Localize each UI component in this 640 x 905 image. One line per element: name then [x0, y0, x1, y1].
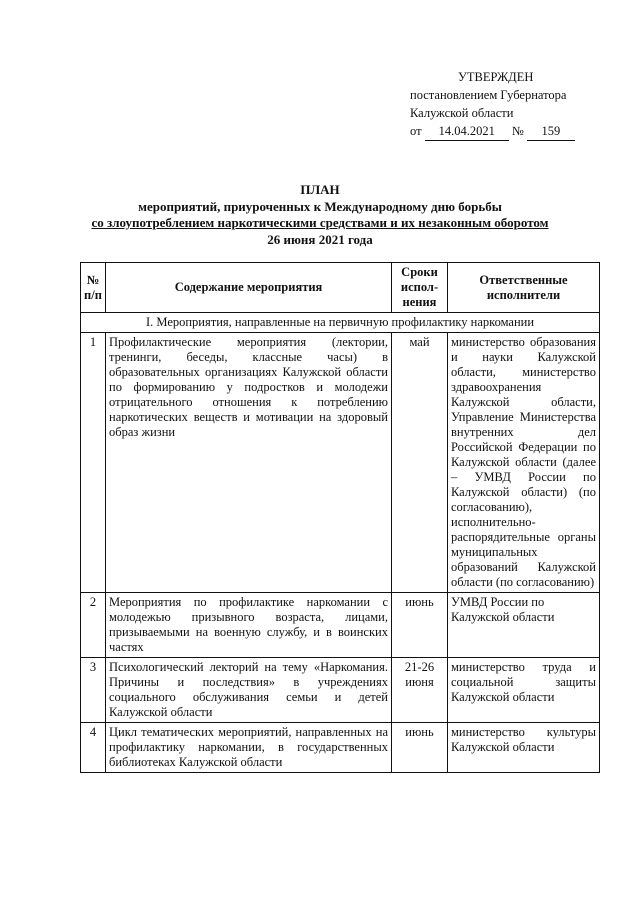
title-line-2: мероприятий, приуроченных к Международному дню борьбы	[138, 198, 502, 214]
section-row	[81, 313, 600, 333]
table-row	[81, 333, 600, 593]
header-num: № п/п	[81, 263, 106, 313]
table-header-row	[81, 263, 600, 313]
title-line-3: со злоупотреблением наркотическими средствами и их незаконным оборотом	[91, 215, 549, 230]
table-row	[81, 723, 600, 773]
approval-num-label: №	[511, 124, 524, 138]
document-title	[60, 182, 580, 248]
row-term: 21-26 июня	[392, 658, 448, 723]
row-executors: министерство труда и социальной защиты Калужской области	[448, 658, 600, 723]
row-term: июнь	[392, 593, 448, 658]
title-plan: ПЛАН	[300, 182, 340, 197]
header-content: Содержание мероприятия	[106, 263, 392, 313]
title-line-4: 26 июня 2021 года	[267, 231, 373, 247]
row-content: Психологический лекторий на тему «Наркомания. Причины и последствия» в учреждениях социального обслуживания семьи и детей Калужской области	[106, 658, 392, 723]
row-term: июнь	[392, 723, 448, 773]
row-num: 3	[81, 658, 106, 723]
plan-table	[80, 262, 600, 773]
approval-region: Калужской области	[410, 106, 514, 120]
approval-date: 14.04.2021	[425, 122, 509, 141]
row-term: май	[392, 333, 448, 593]
row-num: 4	[81, 723, 106, 773]
approval-from-label: от	[410, 124, 422, 138]
table-row	[81, 593, 600, 658]
table-row	[81, 658, 600, 723]
row-executors: министерство культуры Калужской области	[448, 723, 600, 773]
row-num: 2	[81, 593, 106, 658]
row-executors: министерство образования и науки Калужской области, министерство здравоохранения Калужской области, Управление Министерства внутренних дел Российской Федерации по Калужской области (далее – УМВД России по Калужской области) (по согласованию), исполнительно-распорядительные органы муниципальных образований Калужской области (по согласованию)	[448, 333, 600, 593]
section-title: I. Мероприятия, направленные на первичную профилактику наркомании	[81, 313, 600, 333]
row-content: Цикл тематических мероприятий, направленных на профилактику наркомании, в государственных библиотеках Калужской области	[106, 723, 392, 773]
approval-heading: УТВЕРЖДЕН	[458, 70, 534, 84]
header-term: Сроки испол-нения	[392, 263, 448, 313]
row-content: Мероприятия по профилактике наркомании с молодежью призывного возраста, лицами, призываемыми на военную службу, и в воинских частях	[106, 593, 392, 658]
approval-decree: постановлением Губернатора	[410, 88, 567, 102]
approval-block	[410, 68, 575, 141]
row-content: Профилактические мероприятия (лектории, тренинги, беседы, классные часы) в образовательных организациях Калужской области по формированию у подростков и молодежи отрицательного отношения к потреблению наркотических веществ и мотивации на здоровый образ жизни	[106, 333, 392, 593]
approval-date-line	[410, 122, 575, 141]
row-num: 1	[81, 333, 106, 593]
header-executors: Ответственные исполнители	[448, 263, 600, 313]
row-executors: УМВД России по Калужской области	[448, 593, 600, 658]
approval-number: 159	[527, 122, 575, 141]
